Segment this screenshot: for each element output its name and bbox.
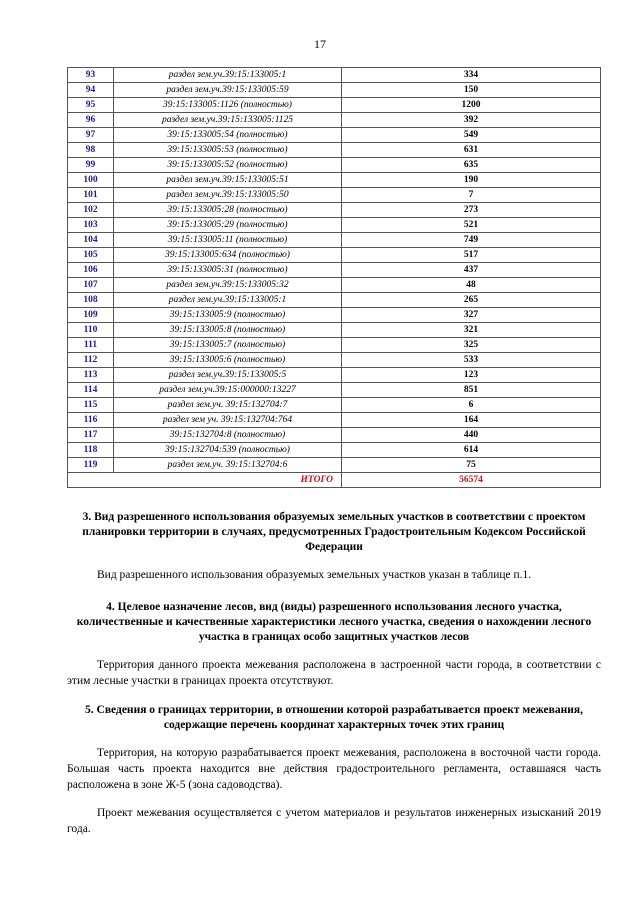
table-row	[68, 308, 601, 323]
row-parcel: 39:15:133005:8 (полностью)	[114, 323, 342, 338]
row-area: 1200	[342, 98, 601, 113]
row-area: 321	[342, 323, 601, 338]
row-number: 106	[68, 263, 114, 278]
row-area: 48	[342, 278, 601, 293]
row-parcel: раздел зем.уч.39:15:133005:59	[114, 83, 342, 98]
row-number: 97	[68, 128, 114, 143]
row-area: 123	[342, 368, 601, 383]
table-row	[68, 398, 601, 413]
table-row	[68, 368, 601, 383]
row-number: 119	[68, 458, 114, 473]
table-row	[68, 83, 601, 98]
row-number: 111	[68, 338, 114, 353]
row-parcel: раздел зем.уч.39:15:133005:50	[114, 188, 342, 203]
table-row	[68, 98, 601, 113]
row-parcel: раздел зем.уч.39:15:133005:1	[114, 68, 342, 83]
row-parcel: 39:15:133005:52 (полностью)	[114, 158, 342, 173]
row-area: 631	[342, 143, 601, 158]
row-number: 112	[68, 353, 114, 368]
row-number: 99	[68, 158, 114, 173]
row-area: 325	[342, 338, 601, 353]
table-row	[68, 203, 601, 218]
row-number: 98	[68, 143, 114, 158]
table-row	[68, 338, 601, 353]
row-area: 265	[342, 293, 601, 308]
section-4-text: Территория данного проекта межевания расположена в застроенной части города, в соответствии с этим лесные участки в границах проекта отсутствуют.	[67, 659, 601, 687]
row-number: 115	[68, 398, 114, 413]
row-parcel: раздел зем.уч.39:15:133005:32	[114, 278, 342, 293]
row-parcel: 39:15:132704:539 (полностью)	[114, 443, 342, 458]
row-parcel: раздел зем.уч.39:15:133005:51	[114, 173, 342, 188]
row-area: 533	[342, 353, 601, 368]
parcels-table	[67, 67, 601, 488]
section-3-heading: 3. Вид разрешенного использования образуемых земельных участков в соответствии с проектом планировки территории в случаях, предусмотренных Градостроительным Кодексом Российской Федерации	[82, 511, 586, 553]
row-number: 96	[68, 113, 114, 128]
row-area: 150	[342, 83, 601, 98]
table-row	[68, 233, 601, 248]
row-number: 104	[68, 233, 114, 248]
row-area: 614	[342, 443, 601, 458]
row-number: 108	[68, 293, 114, 308]
table-row	[68, 383, 601, 398]
section-5-text-2: Проект межевания осуществляется с учетом материалов и результатов инженерных изысканий 2019 года.	[67, 807, 601, 835]
table-row	[68, 248, 601, 263]
table-row	[68, 443, 601, 458]
row-parcel: 39:15:133005:53 (полностью)	[114, 143, 342, 158]
page-number: 17	[314, 37, 326, 51]
table-row	[68, 458, 601, 473]
row-number: 103	[68, 218, 114, 233]
table-row	[68, 113, 601, 128]
row-area: 75	[342, 458, 601, 473]
row-number: 118	[68, 443, 114, 458]
row-number: 102	[68, 203, 114, 218]
row-parcel: раздел зем.уч.39:15:000000:13227	[114, 383, 342, 398]
section-5-heading: 5. Сведения о границах территории, в отношении которой разрабатывается проект межевания, содержащие перечень координат характерных точек этих границ	[85, 704, 583, 731]
table-row	[68, 173, 601, 188]
section-4-heading: 4. Целевое назначение лесов, вид (виды) разрешенного использования лесного участка, количественные и качественные характеристики лесного участка, сведения о нахождении лесного участка в границах особо защитных участков лесов	[76, 601, 592, 643]
table-row	[68, 218, 601, 233]
row-parcel: 39:15:133005:634 (полностью)	[114, 248, 342, 263]
parcels-table-body	[68, 68, 601, 473]
row-parcel: 39:15:132704:8 (полностью)	[114, 428, 342, 443]
row-parcel: 39:15:133005:1126 (полностью)	[114, 98, 342, 113]
row-number: 109	[68, 308, 114, 323]
table-row	[68, 188, 601, 203]
row-parcel: 39:15:133005:28 (полностью)	[114, 203, 342, 218]
table-row	[68, 353, 601, 368]
row-area: 392	[342, 113, 601, 128]
row-number: 113	[68, 368, 114, 383]
row-area: 327	[342, 308, 601, 323]
row-parcel: 39:15:133005:31 (полностью)	[114, 263, 342, 278]
row-area: 549	[342, 128, 601, 143]
table-row	[68, 128, 601, 143]
row-area: 273	[342, 203, 601, 218]
row-number: 105	[68, 248, 114, 263]
row-parcel: 39:15:133005:11 (полностью)	[114, 233, 342, 248]
row-parcel: раздел зем.уч.39:15:133005:1	[114, 293, 342, 308]
row-parcel: раздел зем.уч. 39:15:132704:7	[114, 398, 342, 413]
row-area: 521	[342, 218, 601, 233]
row-parcel: 39:15:133005:54 (полностью)	[114, 128, 342, 143]
row-number: 117	[68, 428, 114, 443]
row-parcel: раздел зем уч. 39:15:132704:764	[114, 413, 342, 428]
table-row	[68, 68, 601, 83]
section-3-text: Вид разрешенного использования образуемых земельных участков указан в таблице п.1.	[97, 569, 532, 581]
row-parcel: 39:15:133005:29 (полностью)	[114, 218, 342, 233]
row-area: 7	[342, 188, 601, 203]
row-area: 635	[342, 158, 601, 173]
table-row	[68, 323, 601, 338]
row-number: 100	[68, 173, 114, 188]
row-area: 851	[342, 383, 601, 398]
row-area: 334	[342, 68, 601, 83]
total-label: ИТОГО	[68, 473, 342, 488]
table-row	[68, 293, 601, 308]
row-parcel: 39:15:133005:9 (полностью)	[114, 308, 342, 323]
row-number: 94	[68, 83, 114, 98]
row-number: 110	[68, 323, 114, 338]
row-area: 437	[342, 263, 601, 278]
row-area: 749	[342, 233, 601, 248]
row-area: 164	[342, 413, 601, 428]
row-area: 6	[342, 398, 601, 413]
table-row	[68, 263, 601, 278]
table-row	[68, 428, 601, 443]
row-area: 517	[342, 248, 601, 263]
section-5-text-1: Территория, на которую разрабатывается проект межевания, расположена в восточной части города. Большая часть проекта находится вне действия градостроительного регламента, оставшаяся часть расположена в зоне Ж-5 (зона садоводства).	[67, 747, 601, 791]
row-parcel: 39:15:133005:7 (полностью)	[114, 338, 342, 353]
table-row	[68, 143, 601, 158]
row-parcel: 39:15:133005:6 (полностью)	[114, 353, 342, 368]
row-number: 93	[68, 68, 114, 83]
table-row	[68, 278, 601, 293]
row-number: 116	[68, 413, 114, 428]
row-parcel: раздел зем.уч.39:15:133005:5	[114, 368, 342, 383]
row-parcel: раздел зем.уч.39:15:133005:1125	[114, 113, 342, 128]
row-number: 114	[68, 383, 114, 398]
row-area: 190	[342, 173, 601, 188]
table-row	[68, 413, 601, 428]
row-area: 440	[342, 428, 601, 443]
row-number: 107	[68, 278, 114, 293]
row-parcel: раздел зем.уч. 39:15:132704:6	[114, 458, 342, 473]
row-number: 101	[68, 188, 114, 203]
total-row	[68, 473, 601, 488]
row-number: 95	[68, 98, 114, 113]
table-row	[68, 158, 601, 173]
total-value: 56574	[342, 473, 601, 488]
